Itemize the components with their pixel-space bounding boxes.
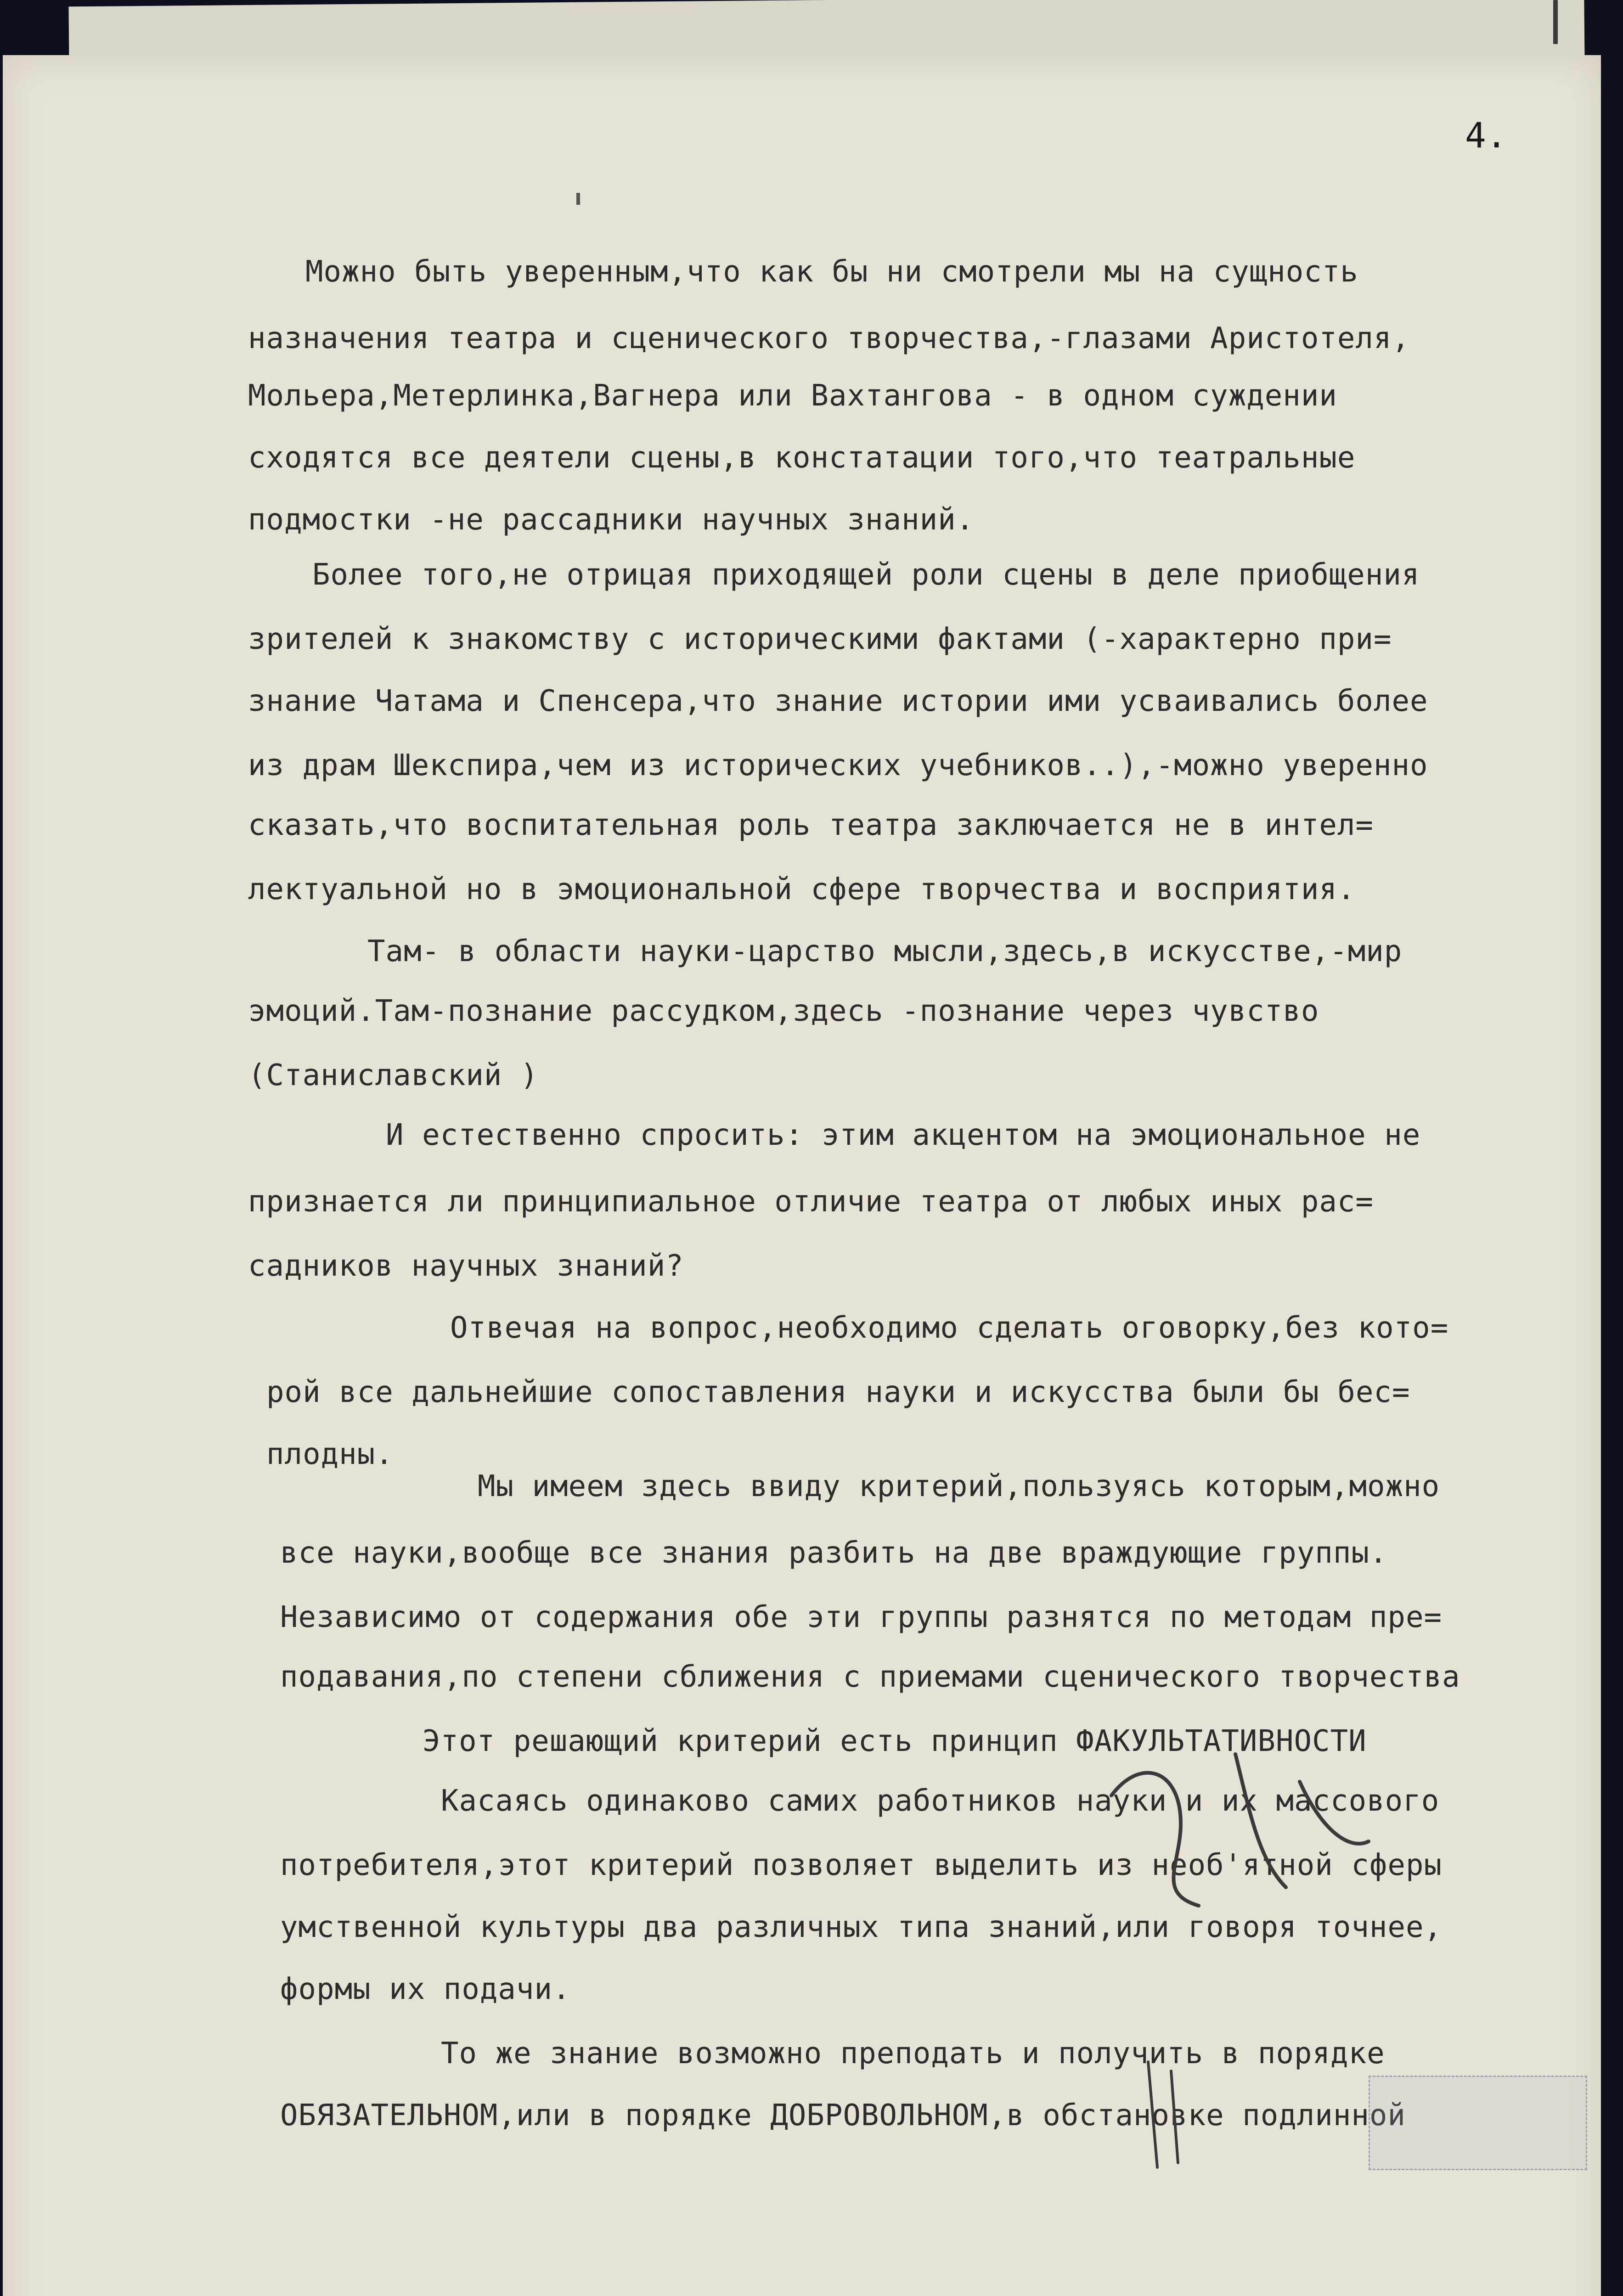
archive-stamp bbox=[1369, 2076, 1587, 2170]
page-number: 4. bbox=[1465, 115, 1507, 156]
text-line: И естественно спросить: этим акцентом на эмоциональное не bbox=[386, 1118, 1421, 1152]
text-line: Независимо от содержания обе эти группы разнятся по методам пре= bbox=[280, 1600, 1442, 1634]
text-line: Там- в области науки-царство мысли,здесь,в искусстве,-мир bbox=[367, 934, 1403, 968]
text-line: назначения театра и сценического творчества,-глазами Аристотеля, bbox=[248, 321, 1410, 355]
text-line: рой все дальнейшие сопоставления науки и искусства были бы бес= bbox=[266, 1375, 1410, 1409]
text-line: зрителей к знакомству с историческими фактами (-характерно при= bbox=[248, 622, 1392, 656]
text-line: знание Чатама и Спенсера,что знание истории ими усваивались более bbox=[248, 684, 1428, 718]
text-line: садников научных знаний? bbox=[248, 1249, 684, 1283]
text-line: эмоций.Там-познание рассудком,здесь -познание через чувство bbox=[248, 994, 1319, 1028]
text-line: Этот решающий критерий есть принцип ФАКУЛЬТАТИВНОСТИ bbox=[423, 1724, 1367, 1758]
text-line: из драм Шекспира,чем из исторических учебников..),-можно уверенно bbox=[248, 748, 1428, 782]
text-line: плодны. bbox=[266, 1437, 394, 1471]
text-line: признается ли принципиальное отличие театра от любых иных рас= bbox=[248, 1185, 1374, 1219]
text-line: сходятся все деятели сцены,в констатации того,что театральные bbox=[248, 441, 1356, 475]
text-line: Отвечая на вопрос,необходимо сделать оговорку,без кото= bbox=[450, 1311, 1449, 1345]
text-line: ОБЯЗАТЕЛЬНОМ,или в порядке ДОБРОВОЛЬНОМ,в обстановке подлинной bbox=[280, 2099, 1406, 2133]
text-line: сказать,что воспитательная роль театра заключается не в интел= bbox=[248, 808, 1374, 842]
text-line: потребителя,этот критерий позволяет выделить из необ'ятной сферы bbox=[280, 1848, 1442, 1882]
text-line: Более того,не отрицая приходящей роли сцены в деле приобщения bbox=[312, 558, 1420, 592]
text-line: формы их подачи. bbox=[280, 1972, 571, 2006]
text-line: (Станиславский ) bbox=[248, 1058, 539, 1092]
text-line: Мольера,Метерлинка,Вагнера или Вахтангова - в одном суждении bbox=[248, 379, 1337, 413]
text-line: Можно быть уверенным,что как бы ни смотрели мы на сущность bbox=[305, 255, 1358, 289]
text-line: лектуальной но в эмоциональной сфере творчества и восприятия. bbox=[248, 872, 1356, 906]
text-line: подавания,по степени сближения с приемами сценического творчества bbox=[280, 1660, 1460, 1694]
text-line: Касаясь одинаково самих работников науки и их массового bbox=[441, 1784, 1440, 1818]
text-line: подмостки -не рассадники научных знаний. bbox=[248, 503, 975, 537]
handwritten-mark bbox=[1084, 1740, 1378, 2172]
text-line: То же знание возможно преподать и получить в порядке bbox=[441, 2037, 1385, 2071]
text-line: Мы имеем здесь ввиду критерий,пользуясь которым,можно bbox=[478, 1469, 1440, 1503]
text-line: все науки,вообще все знания разбить на две враждующие группы. bbox=[280, 1536, 1388, 1570]
text-line: умственной культуры два различных типа знаний,или говоря точнее, bbox=[280, 1910, 1442, 1944]
